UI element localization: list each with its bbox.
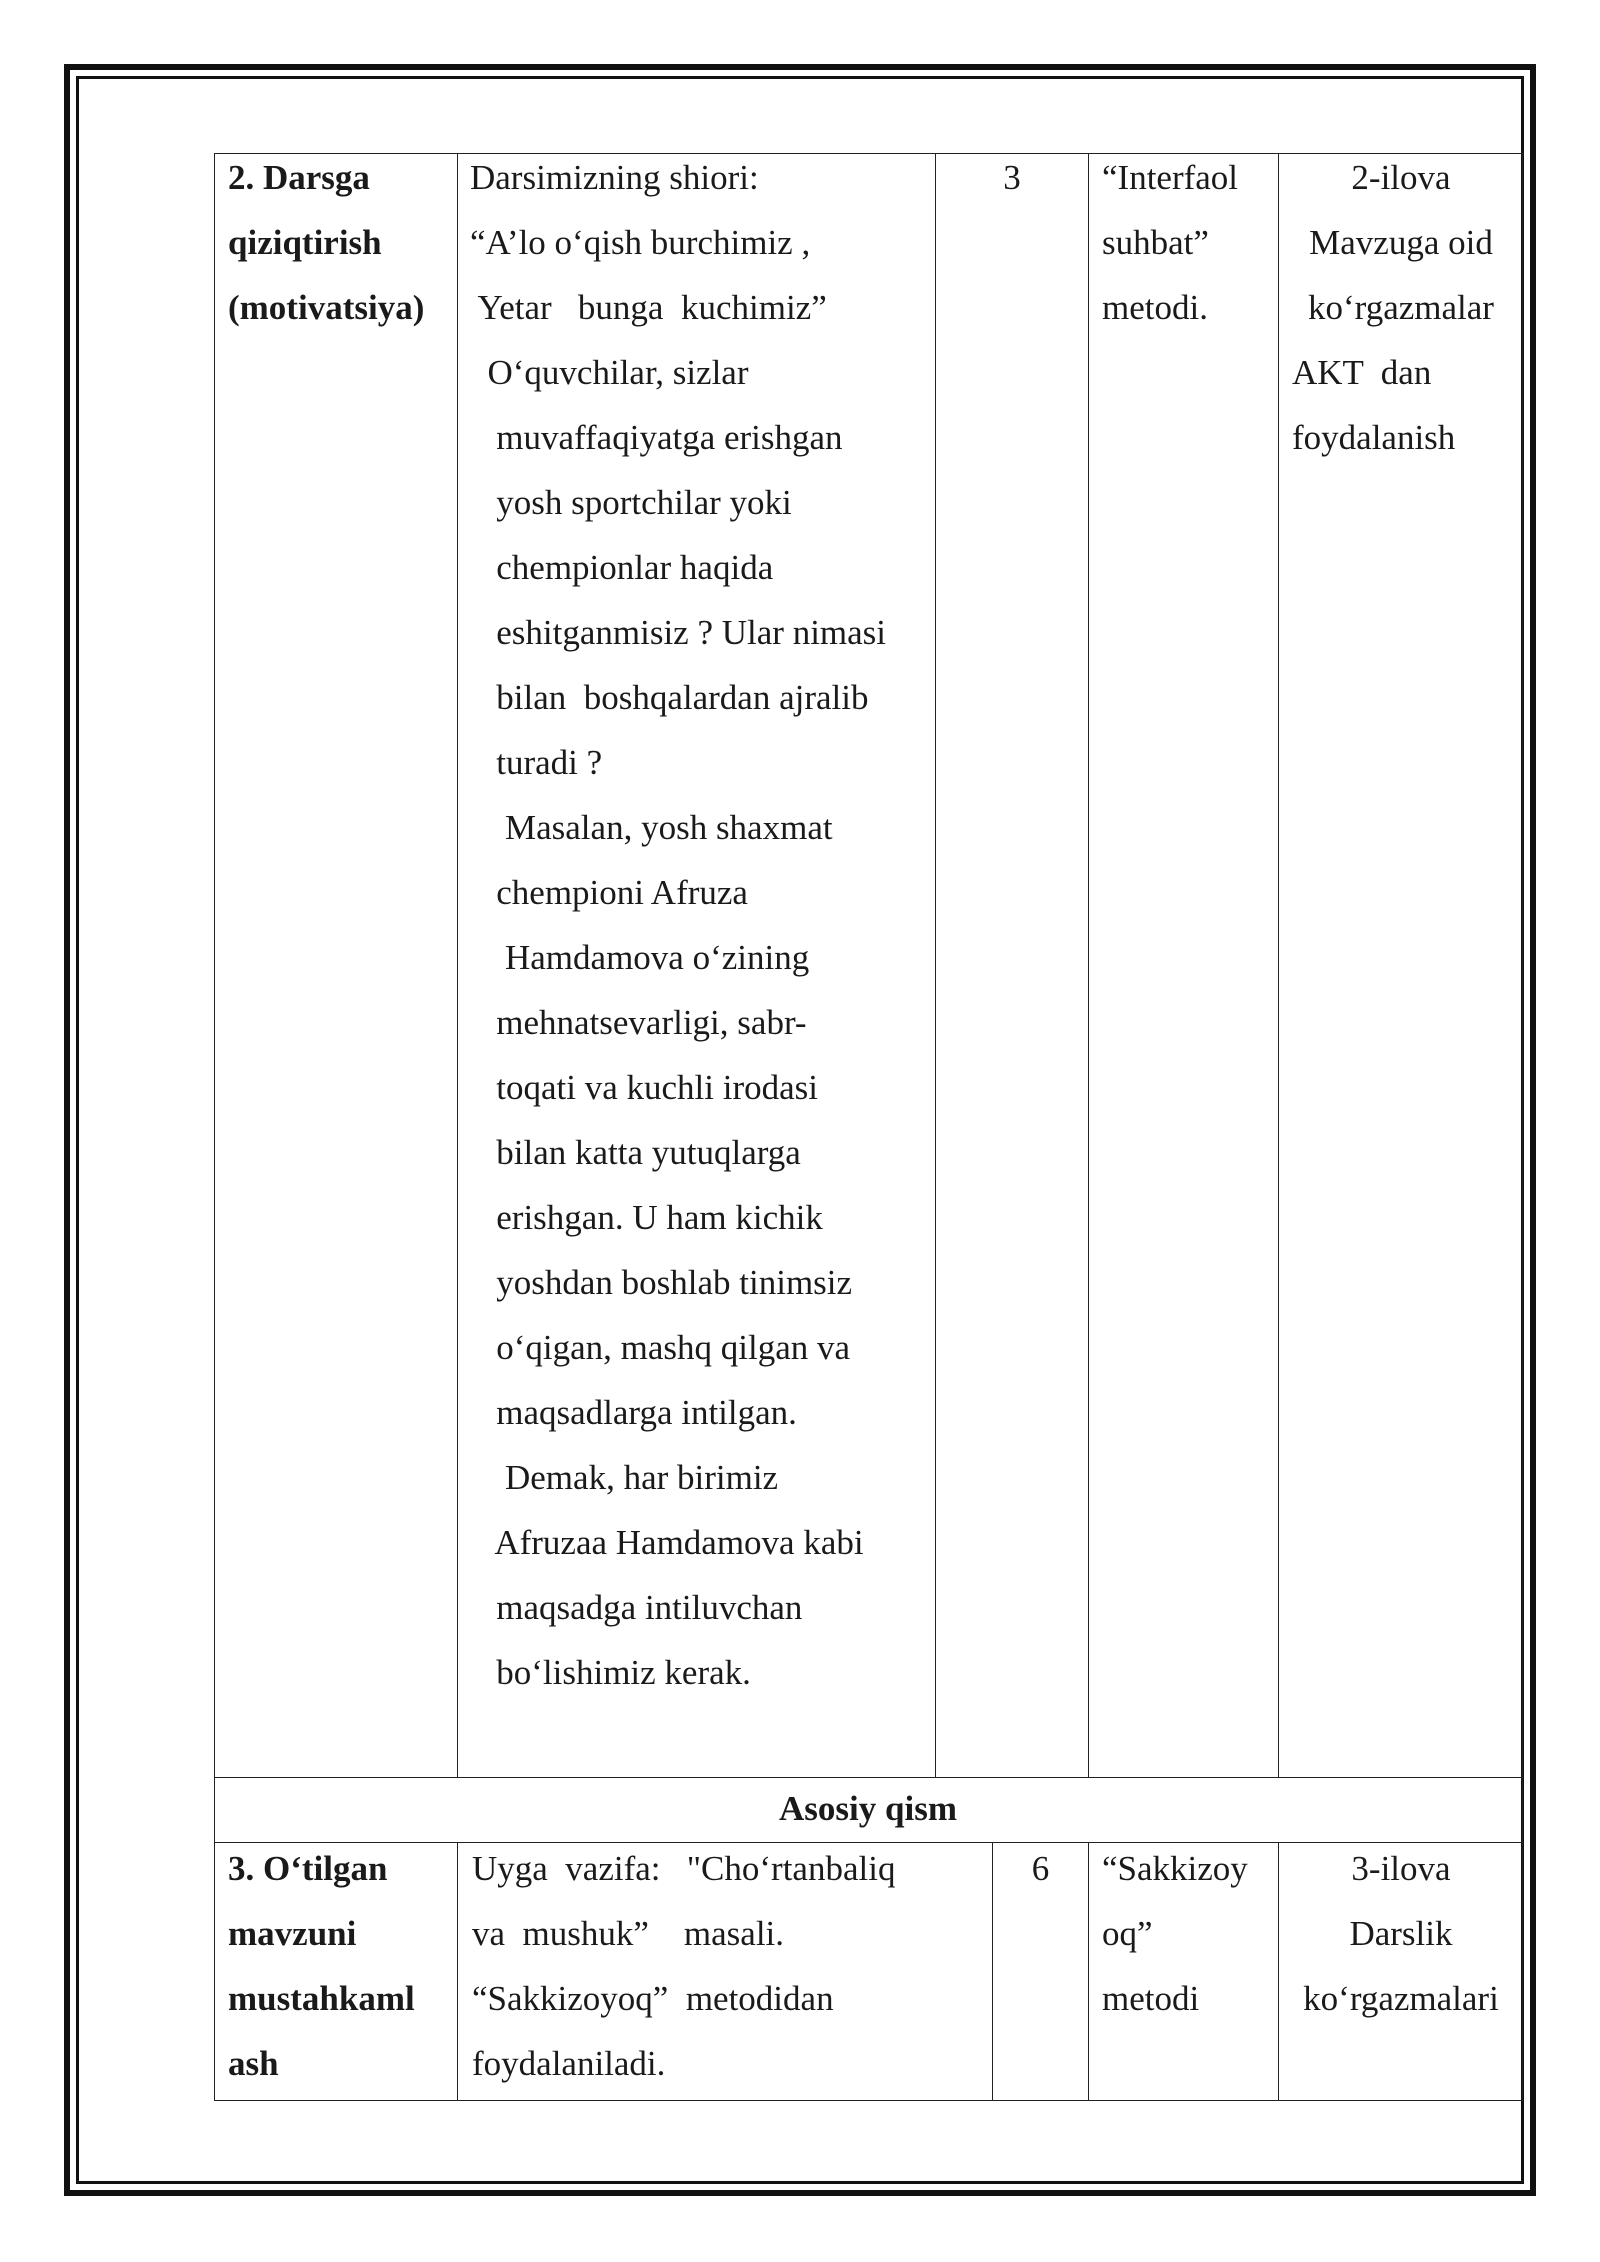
content-line: chempionlar haqida bbox=[470, 548, 774, 587]
content-line: “A’lo o‘qish burchimiz , bbox=[470, 223, 811, 262]
method-line: metodi. bbox=[1102, 288, 1208, 327]
stage-line: ash bbox=[228, 2044, 279, 2083]
stage-line: (motivatsiya) bbox=[228, 288, 425, 327]
stage-cell-motivation bbox=[228, 145, 453, 340]
resource-line: ko‘rgazmalar bbox=[1308, 288, 1494, 327]
column-divider bbox=[935, 153, 936, 1777]
content-cell-review bbox=[472, 1836, 988, 2096]
content-line: Yetar bunga kuchimiz” bbox=[470, 288, 827, 327]
method-line: metodi bbox=[1102, 1979, 1200, 2018]
content-line: toqati va kuchli irodasi bbox=[470, 1068, 818, 1107]
resource-line: Mavzuga oid bbox=[1309, 223, 1493, 262]
column-divider bbox=[1278, 1842, 1279, 2100]
content-line: muvaffaqiyatga erishgan bbox=[470, 418, 843, 457]
resource-line: 3-ilova bbox=[1351, 1849, 1451, 1888]
column-divider bbox=[1278, 153, 1279, 1777]
resource-line: foydalanish bbox=[1292, 418, 1456, 457]
resources-cell-motivation bbox=[1280, 145, 1522, 470]
method-line: oq” bbox=[1102, 1914, 1153, 1953]
content-cell-motivation bbox=[470, 145, 930, 1705]
content-line: bilan boshqalardan ajralib bbox=[470, 678, 869, 717]
table-bottom-border bbox=[214, 2100, 1524, 2101]
content-line: eshitganmisiz ? Ular nimasi bbox=[470, 613, 887, 652]
method-line: “Sakkizoy bbox=[1102, 1849, 1248, 1888]
content-line: O‘quvchilar, sizlar bbox=[470, 353, 749, 392]
content-line: Afruzaa Hamdamova kabi bbox=[470, 1523, 864, 1562]
content-line: Demak, har birimiz bbox=[470, 1458, 779, 1497]
content-line: “Sakkizoyoq” metodidan bbox=[472, 1979, 834, 2018]
content-line: bo‘lishimiz kerak. bbox=[470, 1653, 751, 1692]
content-line: yoshdan boshlab tinimsiz bbox=[470, 1263, 853, 1302]
stage-line: mustahkaml bbox=[228, 1979, 415, 2018]
content-line: erishgan. U ham kichik bbox=[470, 1198, 823, 1237]
resource-line: Darslik bbox=[1349, 1914, 1453, 1953]
content-line: Uyga vazifa: "Cho‘rtanbaliq bbox=[472, 1849, 896, 1888]
column-divider bbox=[457, 153, 458, 1777]
stage-cell-review bbox=[228, 1836, 453, 2096]
time-cell-review bbox=[994, 1836, 1087, 1901]
content-line: o‘qigan, mashq qilgan va bbox=[470, 1328, 851, 1367]
content-line: va mushuk” masali. bbox=[472, 1914, 785, 1953]
method-cell-motivation bbox=[1102, 145, 1276, 340]
resource-line: ko‘rgazmalari bbox=[1303, 1979, 1499, 2018]
method-line: suhbat” bbox=[1102, 223, 1209, 262]
resources-cell-review bbox=[1280, 1836, 1522, 2031]
content-line: mehnatsevarligi, sabr- bbox=[470, 1003, 807, 1042]
content-line: maqsadga intiluvchan bbox=[470, 1588, 803, 1627]
resource-line: 2-ilova bbox=[1351, 158, 1451, 197]
content-line: yosh sportchilar yoki bbox=[470, 483, 792, 522]
resource-line: AKT dan bbox=[1292, 353, 1432, 392]
content-line: turadi ? bbox=[470, 743, 603, 782]
column-divider bbox=[1088, 1842, 1089, 2100]
content-line: bilan katta yutuqlarga bbox=[470, 1133, 801, 1172]
stage-line: 2. Darsga bbox=[228, 158, 370, 197]
time-value: 6 bbox=[1031, 1849, 1050, 1888]
column-divider bbox=[457, 1842, 458, 2100]
content-line: Hamdamova o‘zining bbox=[470, 938, 810, 977]
content-line: foydalaniladi. bbox=[472, 2044, 666, 2083]
section-header: Asosiy qism bbox=[779, 1789, 957, 1828]
table-right-border bbox=[1522, 153, 1523, 2100]
column-divider bbox=[992, 1842, 993, 2100]
content-line: Masalan, yosh shaxmat bbox=[470, 808, 833, 847]
content-line: Darsimizning shiori: bbox=[470, 158, 759, 197]
content-line: maqsadlarga intilgan. bbox=[470, 1393, 797, 1432]
content-line: chempioni Afruza bbox=[470, 873, 748, 912]
time-cell-motivation bbox=[937, 145, 1087, 210]
stage-line: 3. O‘tilgan bbox=[228, 1849, 388, 1888]
column-divider bbox=[1088, 153, 1089, 1777]
stage-line: qiziqtirish bbox=[228, 223, 382, 262]
stage-line: mavzuni bbox=[228, 1914, 357, 1953]
time-value: 3 bbox=[1003, 158, 1021, 197]
method-line: “Interfaol bbox=[1102, 158, 1239, 197]
method-cell-review bbox=[1102, 1836, 1276, 2031]
